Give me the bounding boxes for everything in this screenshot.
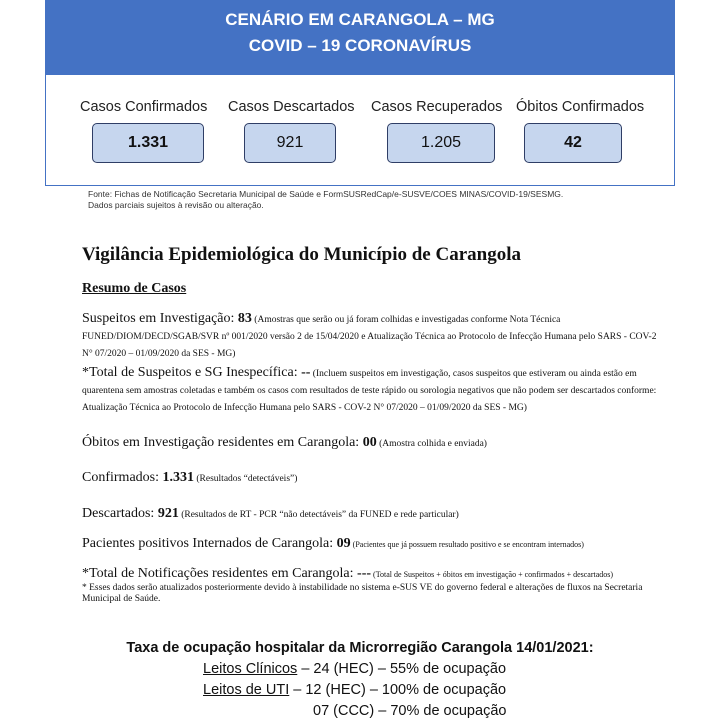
suspects-label: Suspeitos em Investigação: (82, 311, 238, 326)
header-title: CENÁRIO EM CARANGOLA – MG (225, 10, 495, 29)
hospitalized-label: Pacientes positivos Internados de Carangola: (82, 536, 337, 551)
confirmed-value: 1.331 (162, 470, 194, 485)
suspects-paragraph (82, 311, 662, 362)
discarded-note: (Resultados de RT - PCR “não detectáveis” da FUNED e rede particular) (178, 510, 459, 520)
stat-label-recuperados: Casos Recuperados (371, 99, 503, 115)
confirmed-paragraph (82, 470, 662, 487)
stat-label-descartados: Casos Descartados (228, 99, 355, 115)
clinical-beds-label: Leitos Clínicos (203, 661, 298, 677)
stat-label-obitos: Óbitos Confirmados (516, 99, 645, 115)
partial-data-note: Dados parciais sujeitos à revisão ou alteração. (88, 200, 264, 210)
stat-value-confirmados: 1.331 (92, 123, 204, 163)
hospitalized-paragraph (82, 536, 662, 552)
notifications-footnote: * Esses dados serão atualizados posteriormente devido à instabilidade no sistema e-SUS VE do governo federal e alterações de fluxos na Secretaria Municipal de Saúde. (82, 583, 643, 604)
hospitalized-value: 09 (336, 536, 351, 551)
header-subtitle: COVID – 19 CORONAVÍRUS (248, 36, 472, 55)
notifications-paragraph (82, 566, 662, 605)
clinical-beds-info: – 24 (HEC) – 55% de ocupação (297, 661, 507, 677)
hospitalized-note: (Pacientes que já possuem resultado positivo e se encontram internados) (350, 540, 584, 549)
discarded-value: 921 (157, 506, 179, 521)
total-suspects-paragraph (82, 365, 662, 416)
deaths-investigation-value: 00 (362, 435, 377, 450)
notifications-label: *Total de Notificações residentes em Carangola: (82, 566, 358, 581)
discarded-label: Descartados: (82, 506, 158, 521)
stat-value-descartados: 921 (244, 123, 336, 163)
report-header (45, 0, 675, 75)
deaths-investigation-label: Óbitos em Investigação residentes em Carangola: (82, 435, 363, 450)
icu-beds-label: Leitos de UTI (203, 682, 290, 698)
source-line: Fonte: Fichas de Notificação Secretaria Municipal de Saúde e FormSUSRedCap/e-SUSVE/COES MINAS/COVID-19/SESMG. (88, 189, 564, 199)
stat-value-obitos: 42 (524, 123, 622, 163)
deaths-investigation-note: (Amostra colhida e enviada) (376, 439, 487, 449)
deaths-investigation-paragraph (82, 435, 662, 452)
notifications-note: (Total de Suspeitos + óbitos em investigação + confirmados + descartados) (371, 570, 614, 579)
suspects-value: 83 (237, 311, 252, 326)
stat-value-recuperados: 1.205 (387, 123, 495, 163)
clinical-beds-line (203, 661, 506, 677)
stats-panel (45, 75, 675, 186)
suspects-note: (Amostras que serão ou já foram colhidas e investigadas conforme Nota Técnica FUNED/DIOM/DECD/SGAB/SVR nº 001/2020 versão 2 de 15/04/2020 e Atualização Técnica ao Protocolo de Infecção Humana pelo SARS - COV-2 N° 07/2020 – 01/09/2020 da SES - MG) (82, 315, 657, 359)
occupancy-title: Taxa de ocupação hospitalar da Microrregião Carangola 14/01/2021: (126, 640, 594, 656)
icu-beds-line (203, 682, 506, 698)
confirmed-note: (Resultados “detectáveis”) (194, 474, 298, 484)
summary-heading: Resumo de Casos (82, 281, 187, 296)
notifications-value: --- (357, 566, 372, 581)
source-note (88, 189, 563, 211)
total-suspects-label: *Total de Suspeitos e SG Inespecífica: (82, 365, 302, 380)
section-title: Vigilância Epidemiológica do Município de Carangola (82, 244, 521, 265)
total-suspects-note: (Incluem suspeitos em investigação, casos suspeitos que estiveram ou ainda estão em quarentena sem amostras coletadas e também os casos com resultados de teste rápido ou sorologia negativos que não podem ser descartados conforme: Atualização Técnica ao Protocolo de Infecção Humana pelo SARS - COV-2 N° 07/2020 – 01/09/2020 da SES - MG) (82, 369, 657, 413)
discarded-paragraph (82, 506, 662, 523)
confirmed-label: Confirmados: (82, 470, 163, 485)
total-suspects-value: -- (301, 365, 311, 380)
icu-beds-info: – 12 (HEC) – 100% de ocupação (289, 682, 507, 698)
icu-ccc-line: 07 (CCC) – 70% de ocupação (313, 703, 507, 719)
stat-label-confirmados: Casos Confirmados (80, 99, 208, 115)
